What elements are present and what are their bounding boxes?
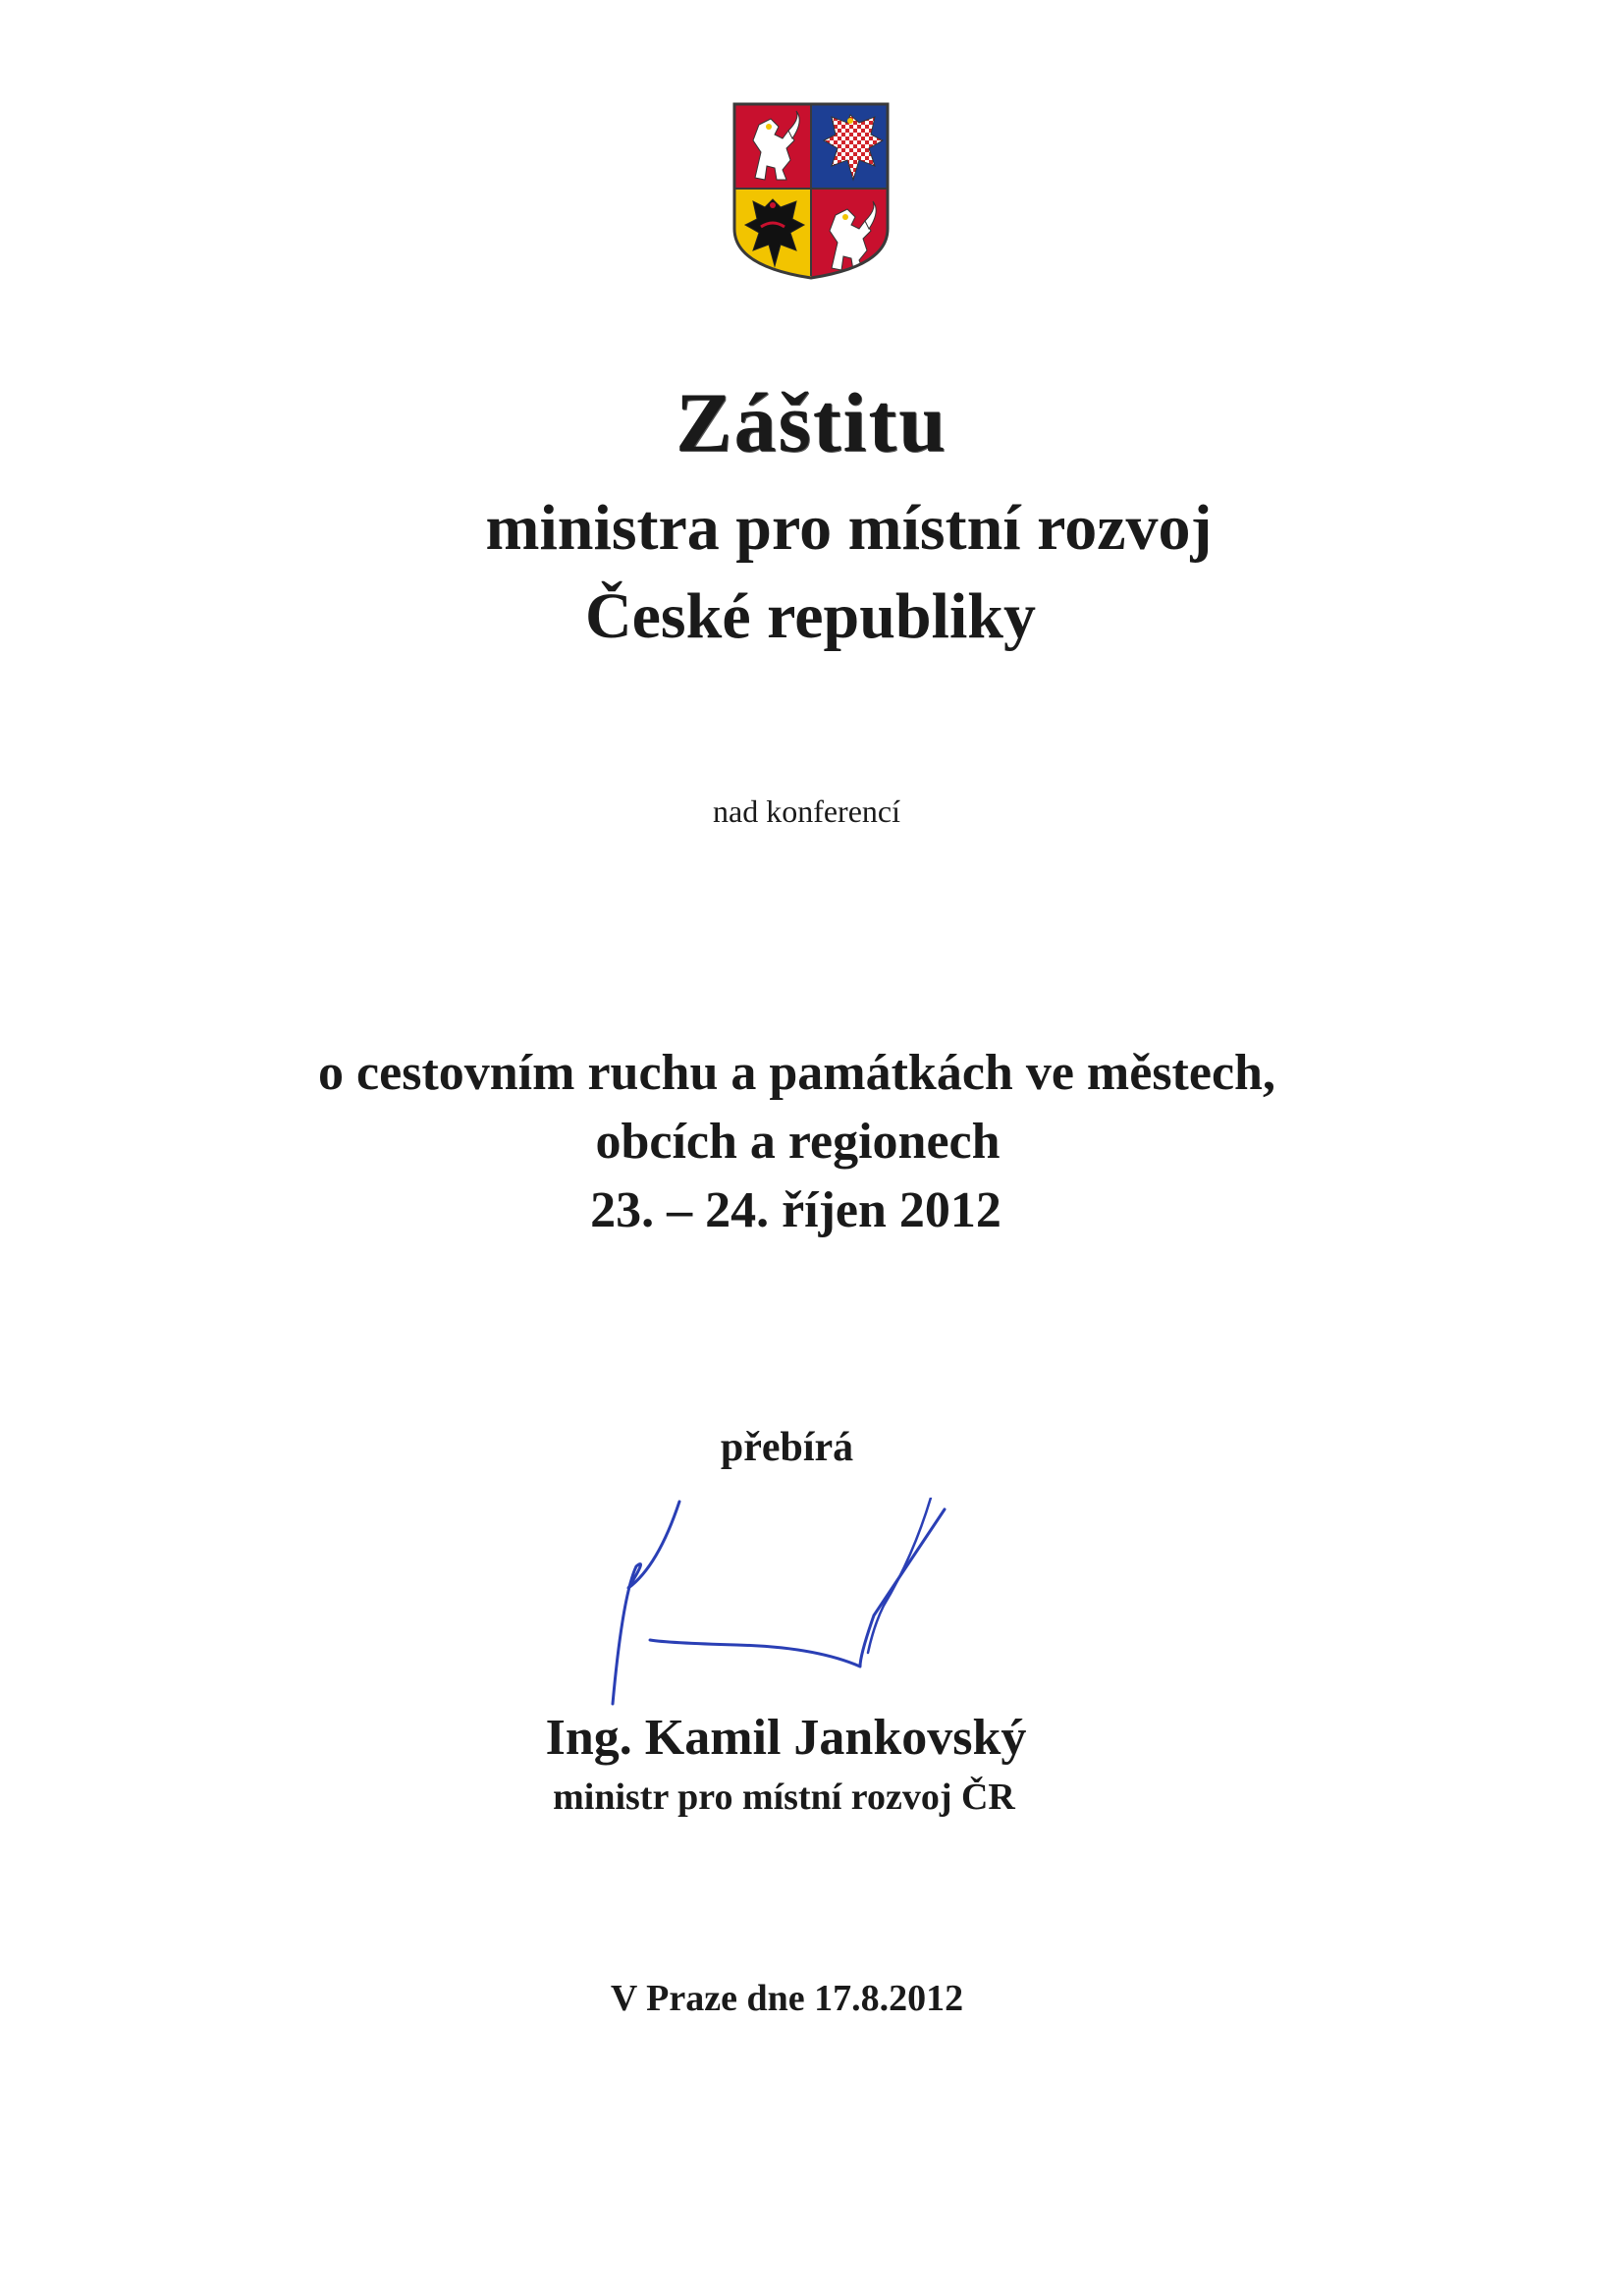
accepts-text: přebírá <box>720 1425 854 1470</box>
signatory-role: ministr pro místní rozvoj ČR <box>553 1777 1015 1818</box>
patron-line-2: České republiky <box>584 580 1037 652</box>
conference-dates: 23. – 24. říjen 2012 <box>590 1182 1001 1238</box>
patron-line-1: ministra pro místní rozvoj <box>485 492 1213 564</box>
handwritten-signature-icon <box>589 1498 962 1714</box>
czech-coat-of-arms-icon <box>731 101 891 281</box>
conference-line-1: o cestovním ruchu a památkách ve městech, <box>318 1045 1275 1101</box>
place-date: V Praze dne 17.8.2012 <box>610 1978 964 2019</box>
conference-line-2: obcích a regionech <box>595 1114 1001 1170</box>
document-title: Záštitu <box>676 375 947 469</box>
signatory-name: Ing. Kamil Jankovský <box>545 1710 1027 1766</box>
intro-text: nad konferencí <box>712 793 900 829</box>
